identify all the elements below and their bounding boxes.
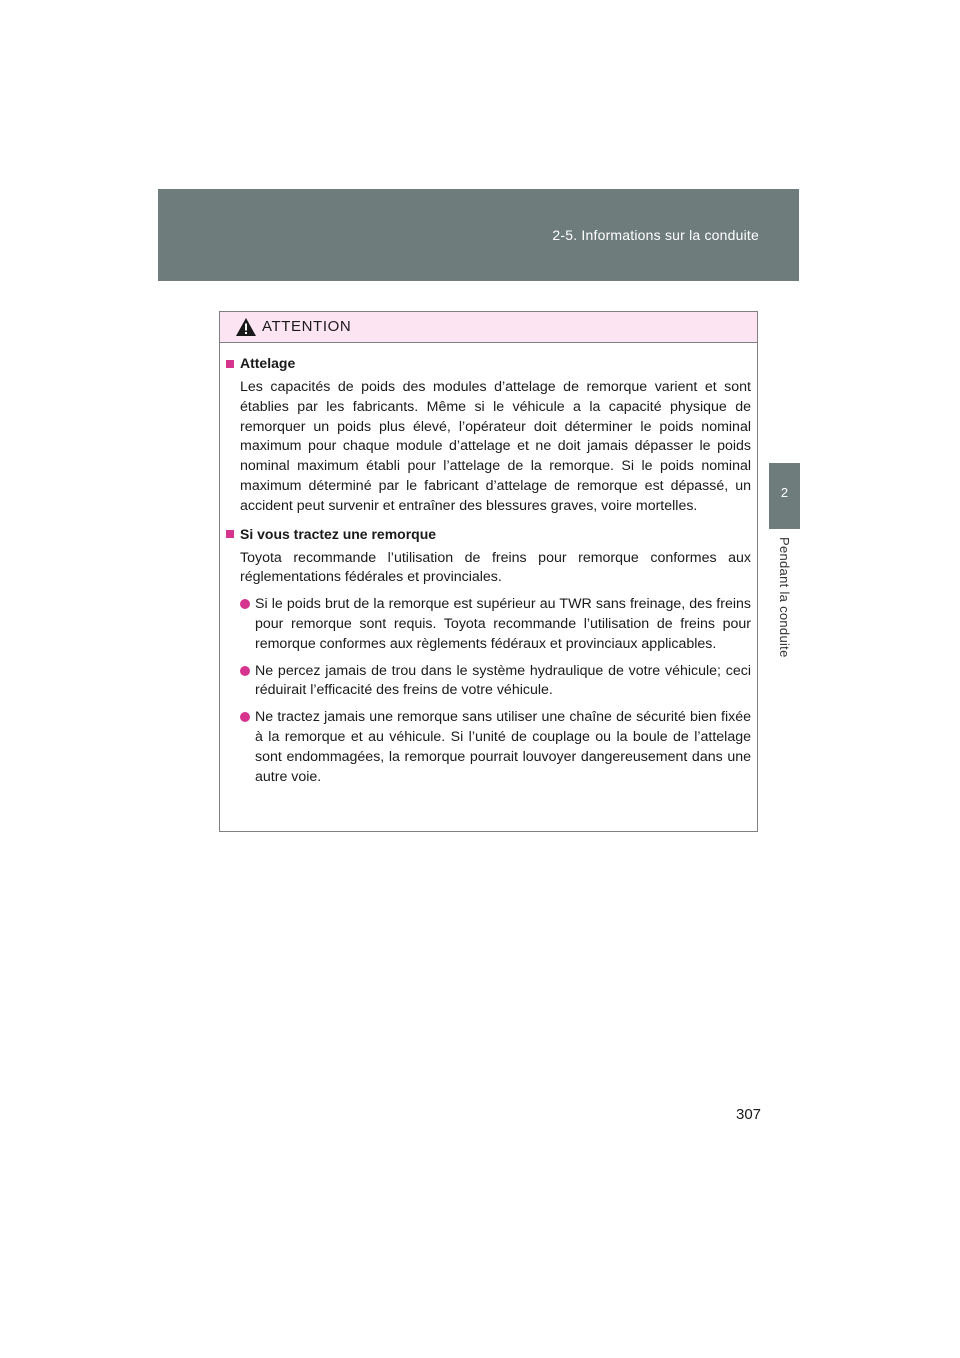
square-bullet-icon [226, 360, 234, 368]
circle-bullet-icon [240, 712, 250, 722]
square-bullet-icon [226, 530, 234, 538]
list-item [240, 708, 751, 787]
list-item [240, 595, 751, 654]
warning-header [220, 312, 757, 343]
warning-box [219, 311, 758, 832]
section-heading-attelage [226, 353, 751, 374]
circle-bullet-icon [240, 666, 250, 676]
warning-body [220, 343, 757, 787]
list-item-text: Ne tractez jamais une remorque sans utiliser une chaîne de sécurité bien fixée à la remorque et au véhicule. Si l’unité de couplage ou la boule de l’attelage sont endommagées, la remorque pourrait louvoyer dangereusement dans une autre voie. [255, 709, 751, 785]
chapter-number: 2 [780, 485, 789, 500]
chapter-tab [769, 463, 800, 529]
warning-title: ATTENTION [262, 318, 352, 335]
header-band [158, 189, 799, 281]
section-title: 2-5. Informations sur la conduite [552, 227, 759, 243]
section-paragraph: Les capacités de poids des modules d’attelage de remorque varient et sont établies par les fabricants. Même si le véhicule a la capacité physique de remorquer un poids plus élevé, l’opérateur doit déterminer le poids nominal maximum pour chaque module d’attelage et ne doit jamais dépasser le poids nominal maximum établi pour l’attelage de la remorque. Si le poids nominal maximum déterminé par le fabricant d’attelage de remorque est dépassé, un accident peut survenir et entraîner des blessures graves, voire mortelles. [240, 379, 751, 514]
chapter-label: Pendant la conduite [777, 537, 792, 658]
section-paragraph: Toyota recommande l’utilisation de freins pour remorque conformes aux réglementations fédérales et provinciales. [240, 549, 751, 586]
section-heading-text: Si vous tractez une remorque [240, 525, 437, 542]
circle-bullet-icon [240, 599, 250, 609]
warning-triangle-icon [235, 317, 257, 337]
section-heading-text: Attelage [240, 355, 296, 371]
list-item-text: Ne percez jamais de trou dans le système hydraulique de votre véhicule; ceci réduirait l’efficacité des freins de votre véhicule. [255, 662, 751, 699]
section-heading-remorque [226, 524, 751, 545]
page-number: 307 [736, 1106, 762, 1123]
list-item [240, 662, 751, 702]
list-item-text: Si le poids brut de la remorque est supérieur au TWR sans freinage, des freins pour remorque sont requis. Toyota recommande l’utilisation de freins pour remorque conformes aux règlements fédéraux et provinciaux applicables. [255, 596, 751, 652]
